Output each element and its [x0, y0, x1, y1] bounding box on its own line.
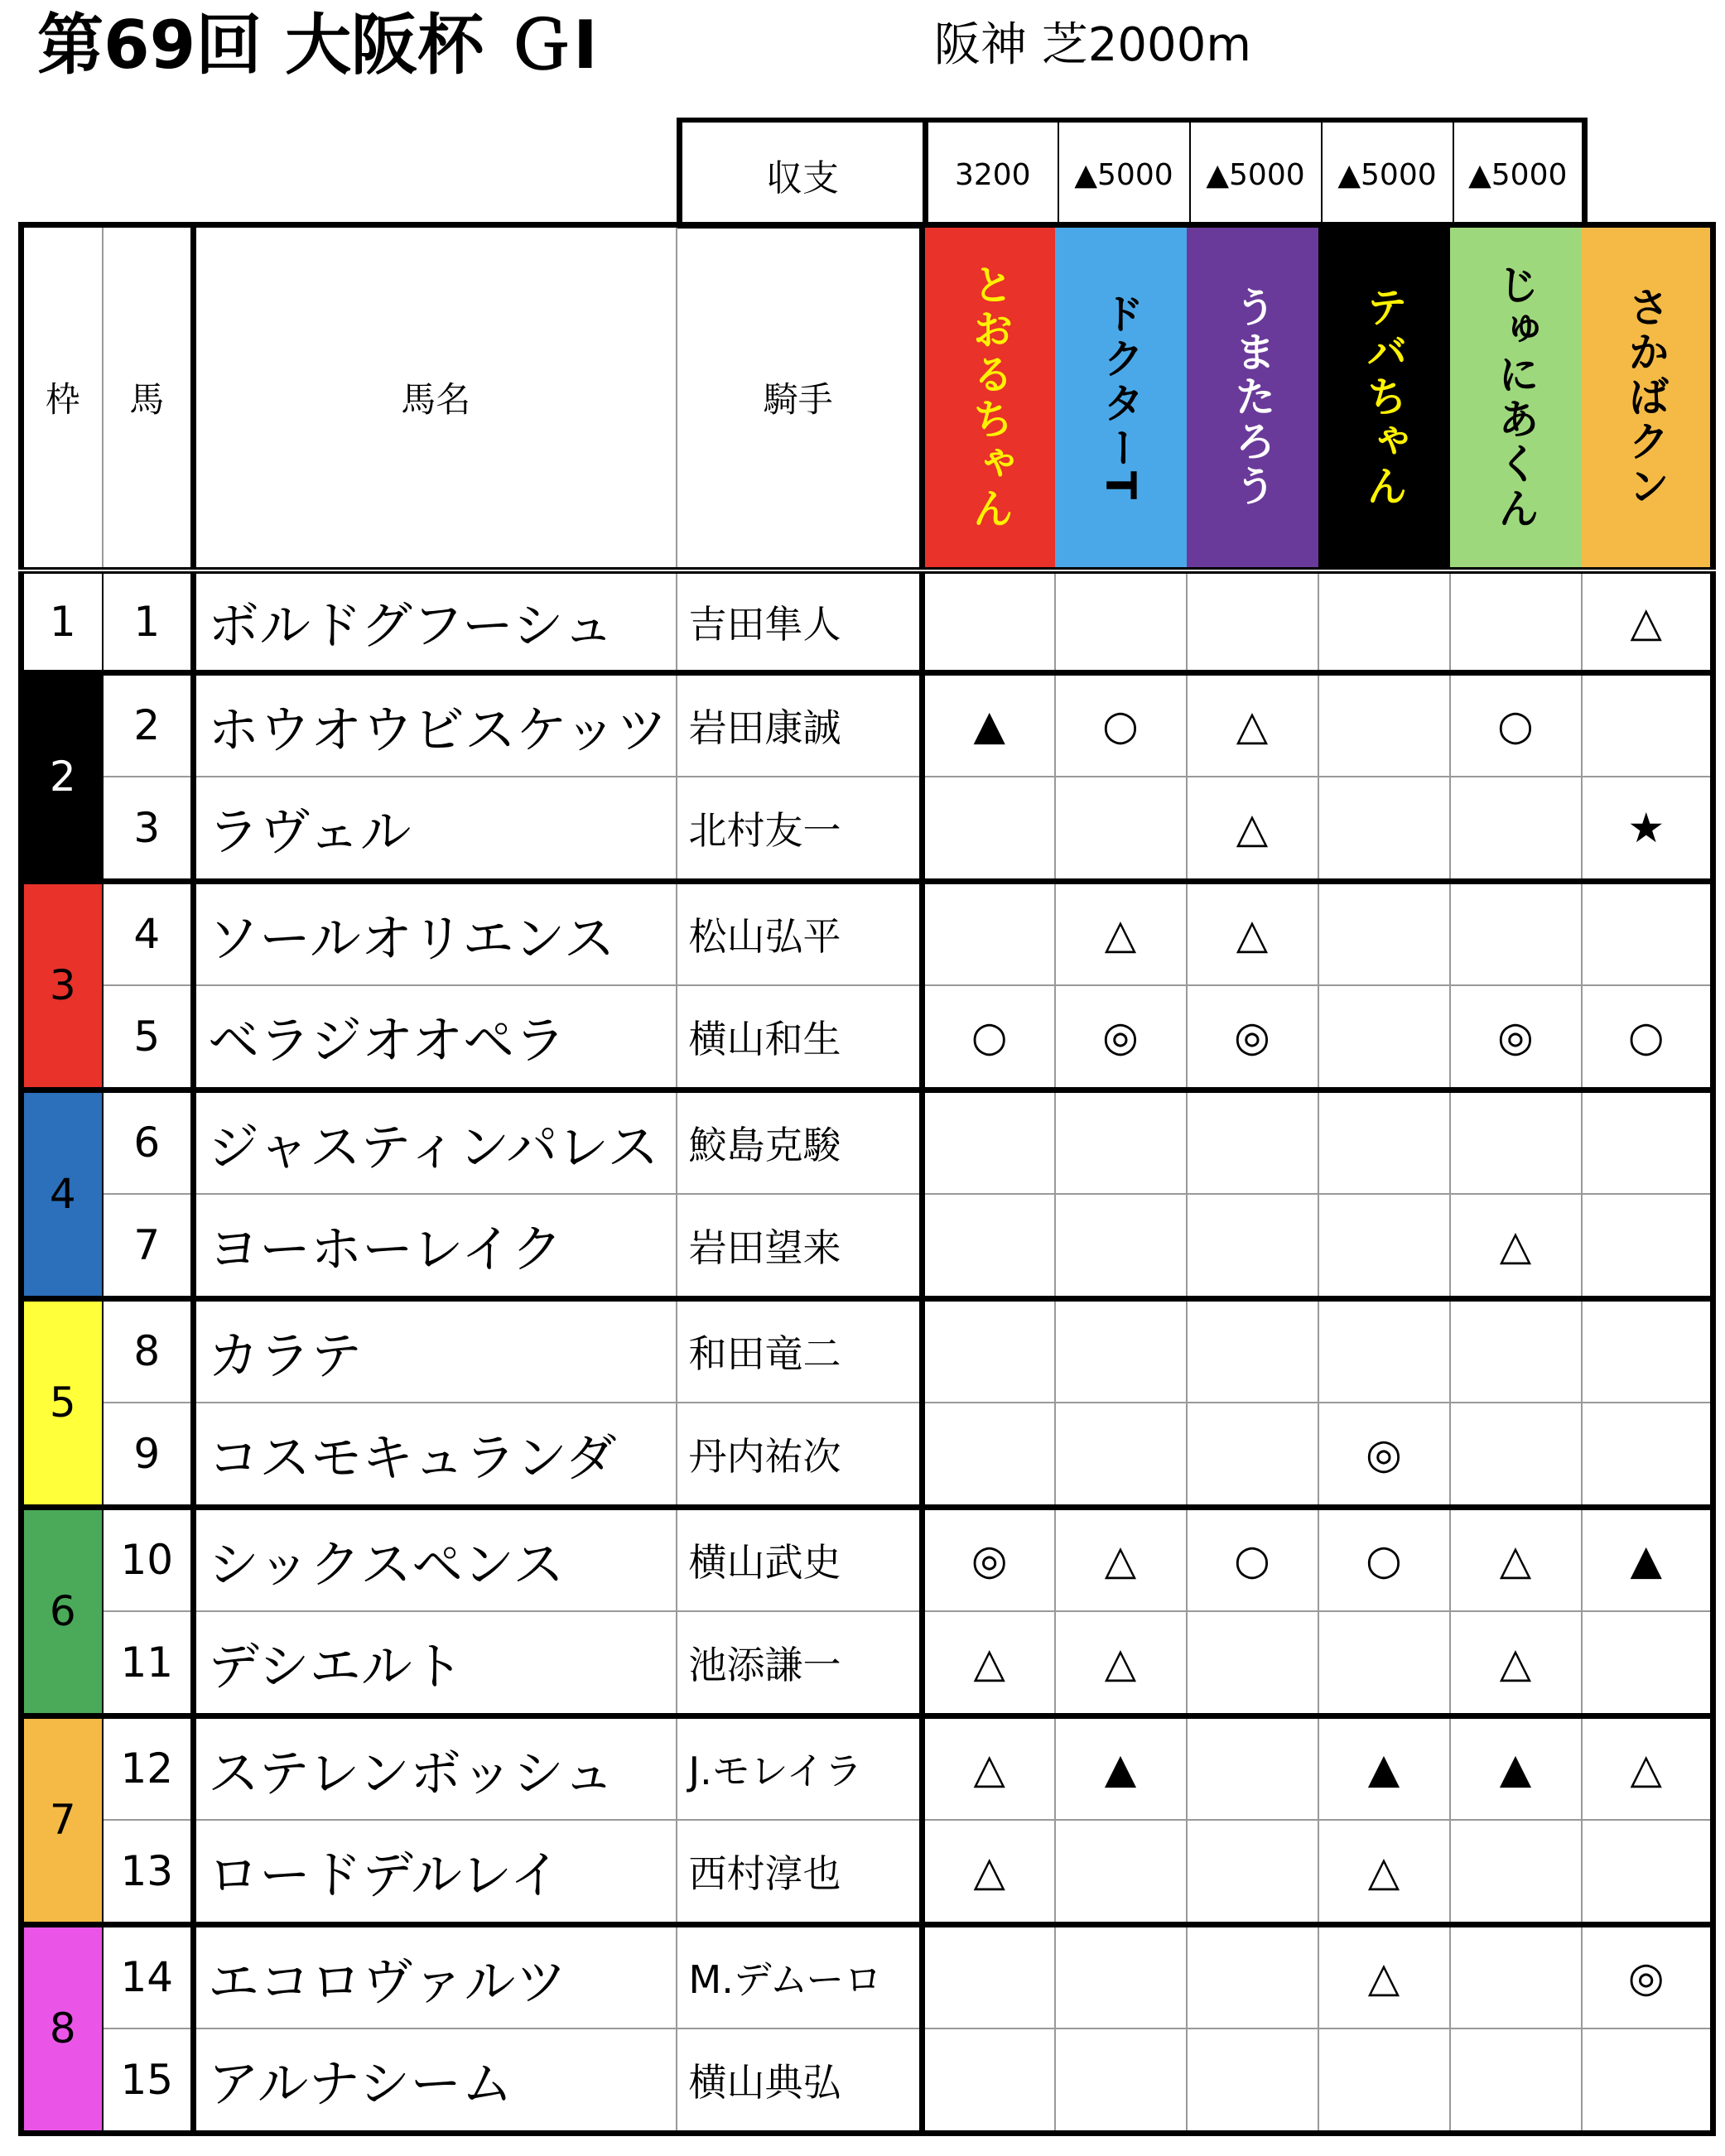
predictor-color-block — [1450, 228, 1582, 567]
predictor-name: テバちゃん — [1360, 286, 1408, 509]
prediction-mark: △ — [1318, 1820, 1450, 1924]
horse-name: ステレンボッシュ — [194, 1716, 677, 1820]
horse-name: ロードデルレイ — [194, 1820, 677, 1924]
prediction-mark — [1055, 1403, 1187, 1507]
horse-name: デシエルト — [194, 1611, 677, 1716]
prediction-mark: △ — [1450, 1194, 1582, 1298]
horse-number: 3 — [103, 777, 194, 881]
prediction-mark — [1318, 672, 1450, 777]
table-row — [22, 777, 1713, 881]
prediction-mark — [1187, 1716, 1318, 1820]
horse-number: 2 — [103, 672, 194, 777]
table-row — [22, 1298, 1713, 1403]
predictor-header-3 — [1318, 225, 1450, 571]
predictor-name: とおるちゃん — [966, 263, 1014, 532]
balance-0: 3200 — [926, 120, 1058, 228]
gate-number: 5 — [22, 1298, 103, 1507]
prediction-mark — [923, 881, 1055, 985]
prediction-mark — [1450, 1820, 1582, 1924]
prediction-mark — [1450, 1403, 1582, 1507]
horse-number: 4 — [103, 881, 194, 985]
horse-name: ボルドグフーシュ — [194, 570, 677, 672]
predictor-header-0 — [923, 225, 1055, 571]
prediction-mark — [1450, 1924, 1582, 2028]
prediction-mark — [1582, 1403, 1713, 1507]
gate-number: 2 — [22, 672, 103, 881]
prediction-mark: △ — [1055, 1611, 1187, 1716]
prediction-mark — [923, 777, 1055, 881]
table-row — [22, 1611, 1713, 1716]
prediction-mark — [1318, 1611, 1450, 1716]
table-row — [22, 1716, 1713, 1820]
horse-number: 6 — [103, 1090, 194, 1194]
prediction-mark — [1318, 1298, 1450, 1403]
jockey-name: 横山和生 — [677, 985, 923, 1090]
prediction-mark: △ — [1187, 672, 1318, 777]
predictor-header-4 — [1450, 225, 1582, 571]
gate-header: 枠 — [22, 225, 103, 571]
horse-number: 14 — [103, 1924, 194, 2028]
prediction-mark — [1582, 2028, 1713, 2133]
prediction-mark — [1055, 1820, 1187, 1924]
prediction-mark — [1582, 881, 1713, 985]
prediction-mark: △ — [923, 1611, 1055, 1716]
prediction-mark — [1055, 2028, 1187, 2133]
prediction-mark — [1055, 1194, 1187, 1298]
prediction-mark — [923, 1090, 1055, 1194]
prediction-mark: △ — [1318, 1924, 1450, 2028]
predictor-name: さかばクン — [1621, 286, 1670, 509]
balance-5 — [1585, 120, 1588, 228]
prediction-mark — [1187, 1611, 1318, 1716]
horse-number: 12 — [103, 1716, 194, 1820]
predictor-name: うまたろう — [1228, 286, 1276, 509]
prediction-mark: ○ — [923, 985, 1055, 1090]
jockey-name: 鮫島克駿 — [677, 1090, 923, 1194]
predictor-header-5 — [1582, 225, 1713, 571]
horse-number: 5 — [103, 985, 194, 1090]
horse-number: 1 — [103, 570, 194, 672]
race-title: 第69回 大阪杯 ＧⅠ — [37, 7, 598, 84]
prediction-mark: ○ — [1582, 985, 1713, 1090]
predictor-color-block — [925, 228, 1055, 567]
prediction-mark — [1318, 881, 1450, 985]
prediction-mark — [923, 2028, 1055, 2133]
prediction-mark — [1187, 2028, 1318, 2133]
table-row — [22, 1924, 1713, 2028]
jockey-name: 北村友一 — [677, 777, 923, 881]
prediction-mark: ○ — [1055, 672, 1187, 777]
prediction-mark — [1582, 1194, 1713, 1298]
prediction-mark: ▲ — [923, 672, 1055, 777]
prediction-mark — [923, 1924, 1055, 2028]
gate-number: 7 — [22, 1716, 103, 1924]
jockey-name: 岩田康誠 — [677, 672, 923, 777]
prediction-mark — [1187, 1924, 1318, 2028]
predictor-header-2 — [1187, 225, 1318, 571]
horse-name: エコロヴァルツ — [194, 1924, 677, 2028]
gate-number: 1 — [22, 570, 103, 672]
prediction-mark — [1582, 672, 1713, 777]
jockey-name: 岩田望来 — [677, 1194, 923, 1298]
prediction-mark: ○ — [1187, 1507, 1318, 1611]
prediction-mark: △ — [923, 1820, 1055, 1924]
jockey-header: 騎手 — [677, 225, 923, 571]
prediction-mark — [1450, 1298, 1582, 1403]
balance-row — [680, 120, 1588, 228]
table-row — [22, 1507, 1713, 1611]
prediction-mark — [1187, 1090, 1318, 1194]
balance-1: ▲5000 — [1058, 120, 1190, 228]
prediction-mark: ○ — [1450, 672, 1582, 777]
table-row — [22, 881, 1713, 985]
prediction-mark: ◎ — [1582, 1924, 1713, 2028]
horse-number: 10 — [103, 1507, 194, 1611]
prediction-mark — [1450, 2028, 1582, 2133]
balance-label: 収支 — [680, 120, 926, 228]
prediction-mark — [1450, 777, 1582, 881]
prediction-mark: ▲ — [1582, 1507, 1713, 1611]
jockey-name: 西村淳也 — [677, 1820, 923, 1924]
horse-name-header: 馬名 — [194, 225, 677, 571]
horse-number: 8 — [103, 1298, 194, 1403]
prediction-mark — [1318, 985, 1450, 1090]
prediction-mark — [1055, 1090, 1187, 1194]
gate-number: 6 — [22, 1507, 103, 1716]
jockey-name: 池添謙一 — [677, 1611, 923, 1716]
prediction-mark — [1582, 1090, 1713, 1194]
prediction-mark — [1055, 1924, 1187, 2028]
prediction-mark: ◎ — [1450, 985, 1582, 1090]
prediction-mark: △ — [923, 1716, 1055, 1820]
predictor-header-1 — [1055, 225, 1187, 571]
prediction-mark — [923, 1194, 1055, 1298]
prediction-mark — [1055, 570, 1187, 672]
horse-number: 11 — [103, 1611, 194, 1716]
horse-name: コスモキュランダ — [194, 1403, 677, 1507]
horse-number: 15 — [103, 2028, 194, 2133]
jockey-name: 松山弘平 — [677, 881, 923, 985]
prediction-mark — [1582, 1298, 1713, 1403]
balance-2: ▲5000 — [1190, 120, 1322, 228]
balance-3: ▲5000 — [1322, 120, 1453, 228]
gate-number: 4 — [22, 1090, 103, 1298]
prediction-mark — [1450, 570, 1582, 672]
predictor-color-block — [1582, 228, 1711, 567]
prediction-mark — [1187, 570, 1318, 672]
horse-name: ラヴェル — [194, 777, 677, 881]
jockey-name: J.モレイラ — [677, 1716, 923, 1820]
table-row — [22, 672, 1713, 777]
horse-name: ジャスティンパレス — [194, 1090, 677, 1194]
prediction-mark: ◎ — [1187, 985, 1318, 1090]
jockey-name: 吉田隼人 — [677, 570, 923, 672]
prediction-mark — [923, 1403, 1055, 1507]
table-row — [22, 1090, 1713, 1194]
prediction-mark — [923, 1298, 1055, 1403]
jockey-name: 横山武史 — [677, 1507, 923, 1611]
gate-number: 3 — [22, 881, 103, 1090]
table-row — [22, 1194, 1713, 1298]
prediction-mark: ▲ — [1055, 1716, 1187, 1820]
prediction-mark: △ — [1187, 777, 1318, 881]
prediction-mark: ◎ — [1055, 985, 1187, 1090]
number-header: 馬 — [103, 225, 194, 571]
prediction-mark — [1318, 570, 1450, 672]
jockey-name: M.デムーロ — [677, 1924, 923, 2028]
predictor-color-block — [1318, 228, 1450, 567]
horse-name: カラテ — [194, 1298, 677, 1403]
jockey-name: 横山典弘 — [677, 2028, 923, 2133]
prediction-mark — [1582, 1820, 1713, 1924]
prediction-mark: △ — [1055, 1507, 1187, 1611]
prediction-mark: ○ — [1318, 1507, 1450, 1611]
predictor-name: ドクターT — [1096, 291, 1144, 503]
table-row — [22, 1403, 1713, 1507]
horse-number: 9 — [103, 1403, 194, 1507]
horse-name: ソールオリエンス — [194, 881, 677, 985]
table-row — [22, 1820, 1713, 1924]
prediction-table — [18, 222, 1716, 2136]
prediction-mark — [1187, 1403, 1318, 1507]
prediction-mark — [1450, 881, 1582, 985]
horse-number: 13 — [103, 1820, 194, 1924]
prediction-mark — [1450, 1090, 1582, 1194]
table-row — [22, 985, 1713, 1090]
horse-name: アルナシーム — [194, 2028, 677, 2133]
horse-name: ホウオウビスケッツ — [194, 672, 677, 777]
prediction-mark — [1318, 1090, 1450, 1194]
predictor-name: じゅにあくん — [1491, 263, 1539, 532]
prediction-mark — [1187, 1820, 1318, 1924]
prediction-mark: △ — [1582, 570, 1713, 672]
prediction-mark: ▲ — [1450, 1716, 1582, 1820]
prediction-mark: △ — [1450, 1507, 1582, 1611]
prediction-mark — [1318, 2028, 1450, 2133]
prediction-mark — [1055, 777, 1187, 881]
table-row — [22, 2028, 1713, 2133]
gate-number: 8 — [22, 1924, 103, 2133]
prediction-mark: ▲ — [1318, 1716, 1450, 1820]
prediction-mark — [1055, 1298, 1187, 1403]
prediction-mark: ★ — [1582, 777, 1713, 881]
horse-name: シックスペンス — [194, 1507, 677, 1611]
prediction-mark: △ — [1582, 1716, 1713, 1820]
predictor-color-block — [1055, 228, 1187, 567]
prediction-mark — [1187, 1298, 1318, 1403]
balance-4: ▲5000 — [1453, 120, 1585, 228]
race-course: 阪神 芝2000m — [934, 18, 1251, 72]
horse-number: 7 — [103, 1194, 194, 1298]
prediction-mark — [1318, 777, 1450, 881]
horse-name: ヨーホーレイク — [194, 1194, 677, 1298]
prediction-mark — [1187, 1194, 1318, 1298]
horse-name: ベラジオオペラ — [194, 985, 677, 1090]
prediction-mark: ◎ — [923, 1507, 1055, 1611]
predictor-color-block — [1187, 228, 1318, 567]
header-row — [22, 225, 1713, 571]
table-row — [22, 570, 1713, 672]
prediction-mark — [923, 570, 1055, 672]
prediction-mark: △ — [1450, 1611, 1582, 1716]
prediction-mark: △ — [1187, 881, 1318, 985]
prediction-mark: ◎ — [1318, 1403, 1450, 1507]
balance-table — [677, 118, 1588, 229]
prediction-mark — [1582, 1611, 1713, 1716]
jockey-name: 丹内祐次 — [677, 1403, 923, 1507]
prediction-mark: △ — [1055, 881, 1187, 985]
prediction-mark — [1318, 1194, 1450, 1298]
jockey-name: 和田竜二 — [677, 1298, 923, 1403]
